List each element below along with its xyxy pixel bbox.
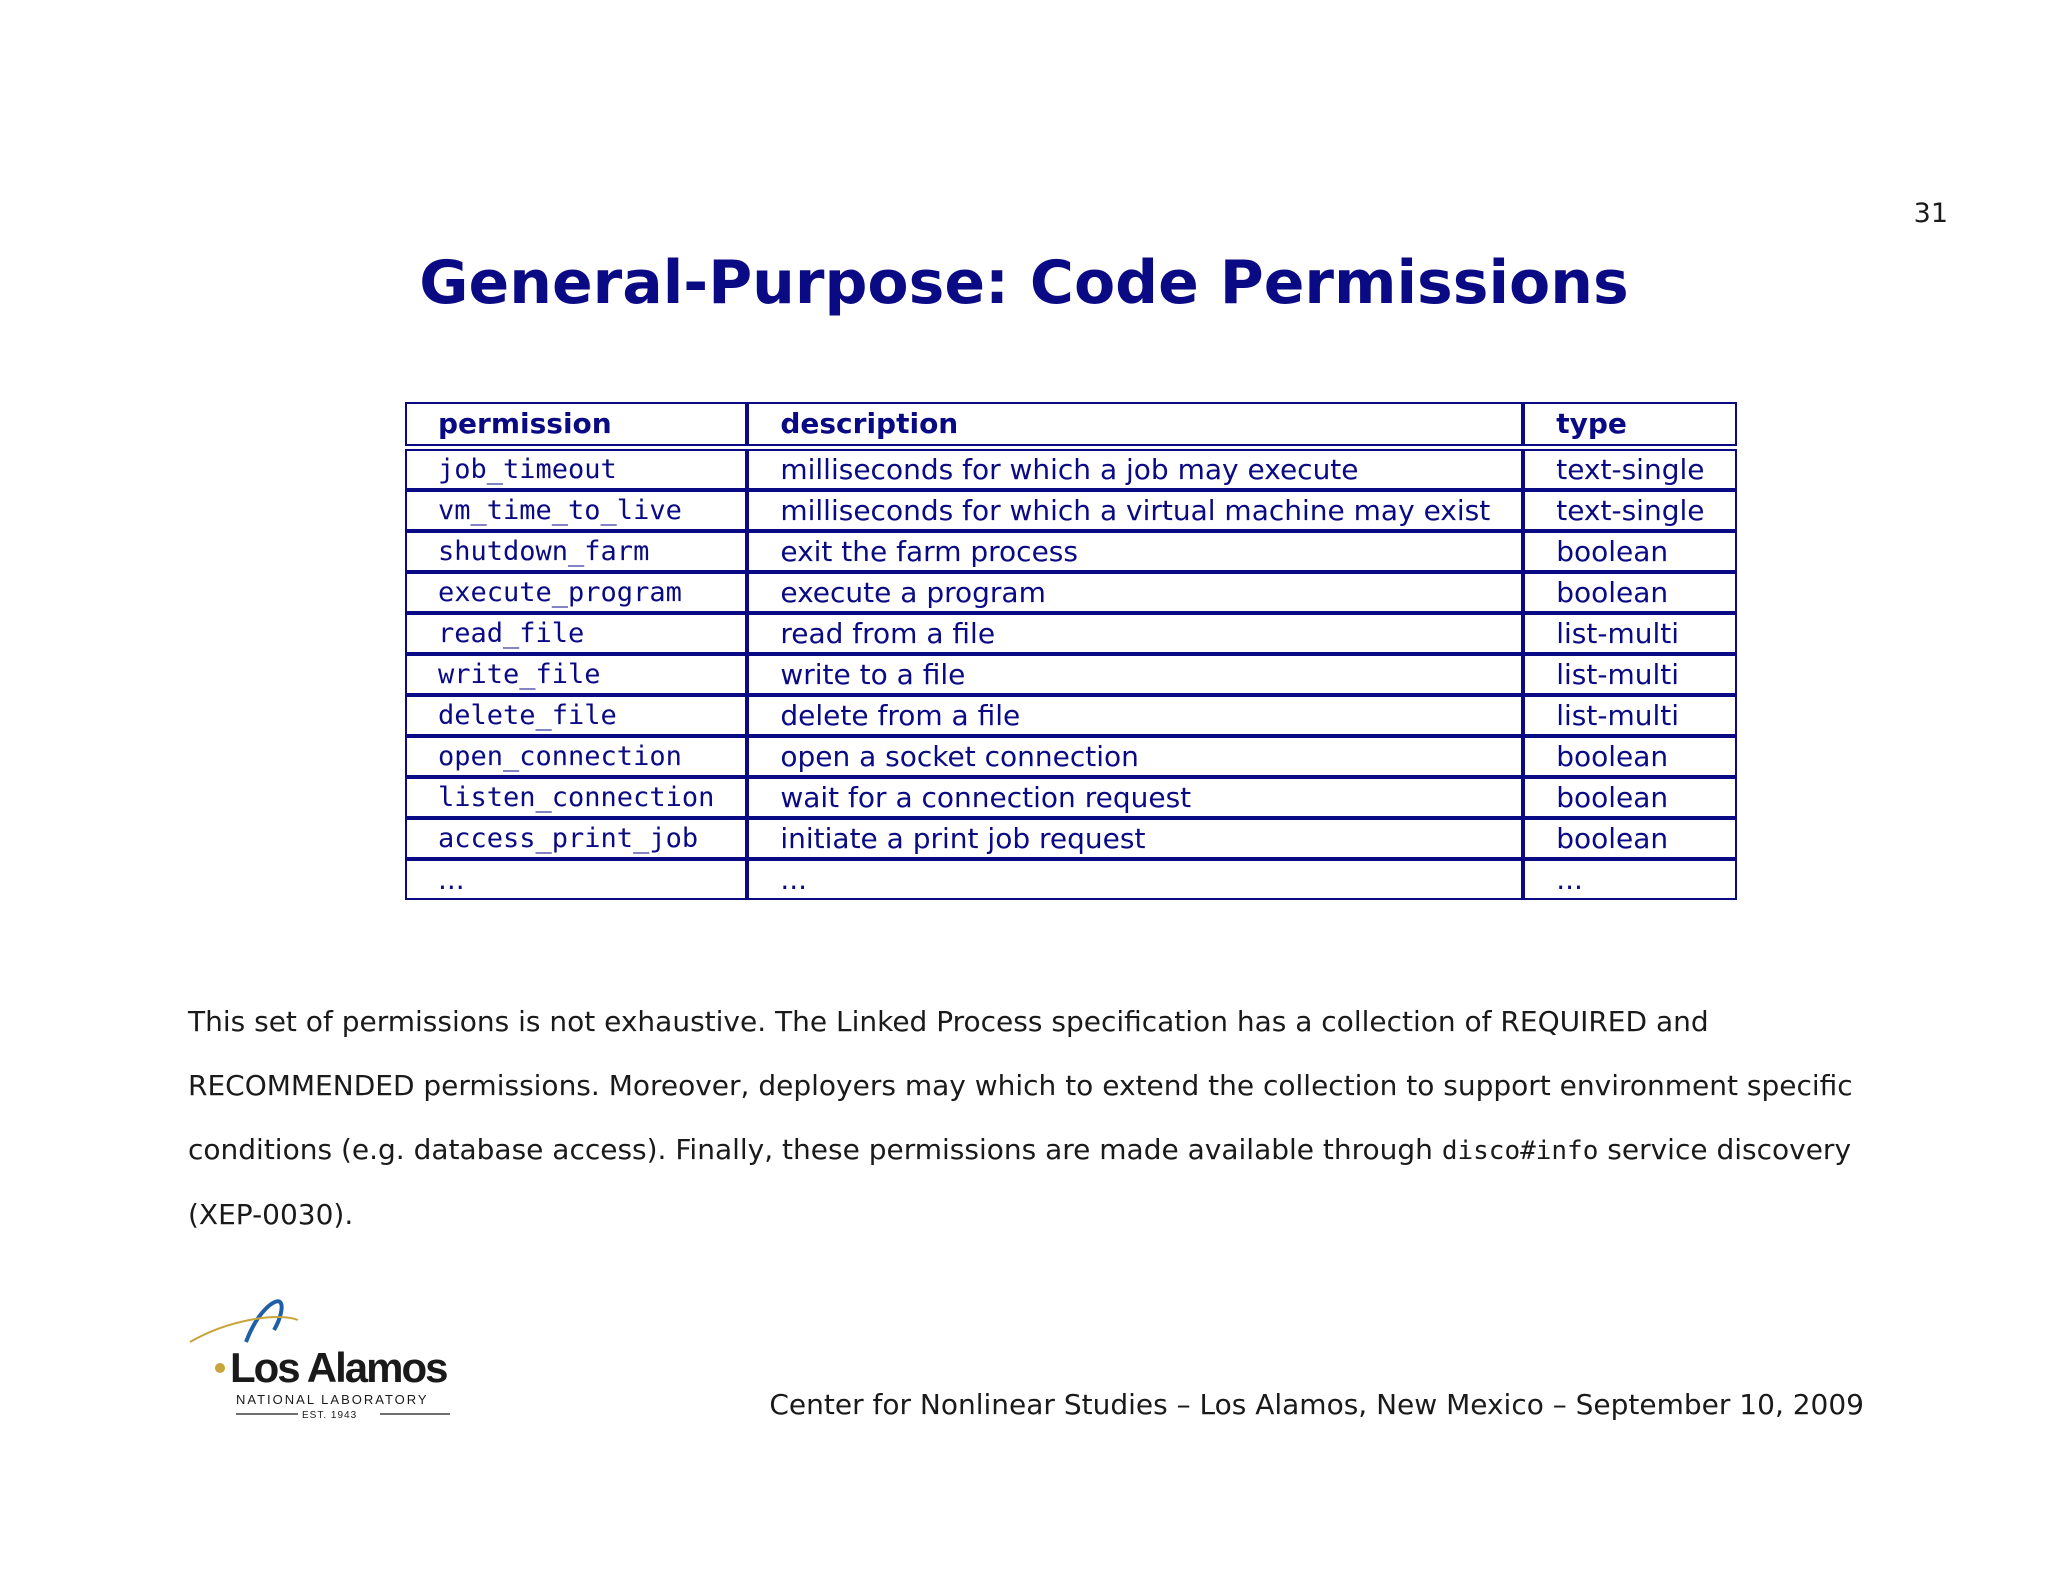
table-row [405,736,1737,777]
cell-type: list-multi [1523,654,1737,695]
cell-type: list-multi [1523,695,1737,736]
logo-name: Los Alamos [230,1344,447,1391]
body-text-part2: service discovery (XEP-0030). [188,1133,1852,1231]
cell-description: milliseconds for which a virtual machine may exist [747,490,1523,531]
cell-description: delete from a file [747,695,1523,736]
cell-description: read from a file [747,613,1523,654]
cell-type: list-multi [1523,613,1737,654]
cell-type: boolean [1523,572,1737,613]
cell-permission: open_connection [405,736,747,777]
slide-number: 31 [1913,198,1948,229]
body-code: disco#info [1441,1136,1599,1166]
logo-established: EST. 1943 [302,1410,358,1420]
table-row [405,572,1737,613]
orbit-gold-arc [190,1317,298,1342]
cell-permission: read_file [405,613,747,654]
cell-description: ... [747,859,1523,900]
cell-type: boolean [1523,736,1737,777]
cell-permission: job_timeout [405,449,747,490]
table-row [405,449,1737,490]
cell-permission: shutdown_farm [405,531,747,572]
table-row [405,531,1737,572]
header-permission: permission [405,402,747,446]
los-alamos-logo [188,1290,458,1420]
cell-description: execute a program [747,572,1523,613]
cell-permission: vm_time_to_live [405,490,747,531]
cell-type: boolean [1523,777,1737,818]
cell-description: open a socket connection [747,736,1523,777]
slide-title: General-Purpose: Code Permissions [419,248,1629,318]
header-type: type [1523,402,1737,446]
table-row [405,490,1737,531]
cell-description: exit the farm process [747,531,1523,572]
cell-description: write to a file [747,654,1523,695]
body-text-part1: This set of permissions is not exhaustive. The Linked Process specification has a collection of REQUIRED and RECOMMENDED permissions. Moreover, deployers may which to extend the collection to support environment specific conditions (e.g. database access). Finally, these permissions are made available through [188,1005,1853,1166]
cell-description: milliseconds for which a job may execute [747,449,1523,490]
table-row [405,859,1737,900]
orbit-blue-arc [246,1301,282,1342]
table-row [405,777,1737,818]
table-row [405,818,1737,859]
table-header-row [405,402,1737,446]
orbit-dot [215,1363,225,1373]
cell-permission: listen_connection [405,777,747,818]
table-row [405,654,1737,695]
cell-permission: delete_file [405,695,747,736]
cell-permission: execute_program [405,572,747,613]
cell-type: ... [1523,859,1737,900]
cell-permission: access_print_job [405,818,747,859]
cell-type: text-single [1523,490,1737,531]
table-row [405,613,1737,654]
cell-type: boolean [1523,818,1737,859]
cell-description: initiate a print job request [747,818,1523,859]
cell-type: boolean [1523,531,1737,572]
logo-subtitle: NATIONAL LABORATORY [236,1392,429,1407]
cell-type: text-single [1523,449,1737,490]
cell-permission: write_file [405,654,747,695]
footer-text: Center for Nonlinear Studies – Los Alamos, New Mexico – September 10, 2009 [769,1388,1864,1421]
cell-permission: ... [405,859,747,900]
header-description: description [747,402,1523,446]
permissions-table [405,402,1737,900]
body-paragraph [188,990,1888,1247]
table-row [405,695,1737,736]
cell-description: wait for a connection request [747,777,1523,818]
